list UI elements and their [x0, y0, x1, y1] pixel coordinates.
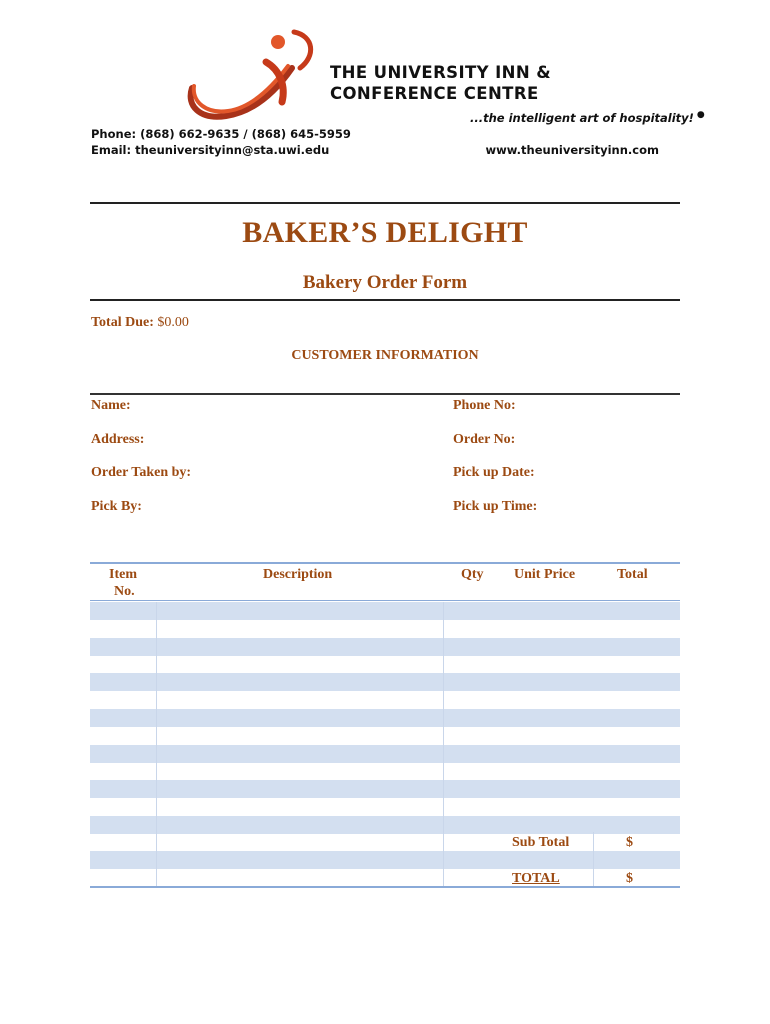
- tagline-dot-icon: ●: [696, 110, 705, 120]
- pick-up-time-field-label[interactable]: Pick up Time:: [453, 499, 538, 514]
- table-column-divider: [443, 602, 444, 886]
- table-row[interactable]: [90, 780, 680, 798]
- tagline: [470, 110, 705, 125]
- pick-up-date-field-label[interactable]: Pick up Date:: [453, 465, 535, 480]
- total-due: [91, 315, 189, 331]
- table-column-divider: [156, 602, 157, 886]
- form-subtitle: Bakery Order Form: [302, 272, 468, 293]
- table-row[interactable]: [90, 638, 680, 656]
- sub-total-value[interactable]: $: [626, 835, 633, 850]
- customer-info-divider: [90, 393, 680, 395]
- total-due-label: Total Due:: [91, 315, 154, 330]
- order-no-field-label[interactable]: Order No:: [453, 432, 516, 447]
- header-divider: [90, 202, 680, 204]
- tagline-text: ...the intelligent art of hospitality!: [470, 110, 694, 125]
- brand-line-1: THE UNIVERSITY INN &: [330, 63, 552, 82]
- title-divider: [90, 299, 680, 301]
- table-top-border: [90, 562, 680, 564]
- form-title: BAKER’S DELIGHT: [242, 216, 528, 249]
- col-item-header: Item: [109, 567, 137, 582]
- total-label: TOTAL: [512, 871, 560, 886]
- address-field-label[interactable]: Address:: [91, 432, 145, 447]
- pick-by-field-label[interactable]: Pick By:: [91, 499, 142, 514]
- name-field-label[interactable]: Name:: [91, 398, 131, 413]
- table-column-divider: [593, 832, 594, 886]
- contact-phone: Phone: (868) 662-9635 / (868) 645-5959: [91, 127, 351, 141]
- table-row[interactable]: [90, 673, 680, 691]
- col-description-header: Description: [263, 567, 333, 582]
- table-header-border: [90, 600, 680, 601]
- col-qty-header: Qty: [461, 567, 484, 582]
- col-unit-price-header: Unit Price: [514, 567, 576, 582]
- table-row[interactable]: [90, 816, 680, 834]
- col-item-no-header: No.: [114, 584, 135, 599]
- contact-website[interactable]: www.theuniversityinn.com: [485, 143, 659, 157]
- col-total-header: Total: [617, 567, 648, 582]
- brand-name: [330, 62, 551, 104]
- table-bottom-border: [90, 886, 680, 888]
- table-row[interactable]: [90, 851, 680, 869]
- contact-email[interactable]: Email: theuniversityinn@sta.uwi.edu: [91, 143, 330, 157]
- customer-info-heading: CUSTOMER INFORMATION: [291, 348, 479, 363]
- total-value[interactable]: $: [626, 871, 633, 886]
- table-row[interactable]: [90, 745, 680, 763]
- phone-field-label[interactable]: Phone No:: [453, 398, 516, 413]
- table-row[interactable]: [90, 709, 680, 727]
- table-row[interactable]: [90, 602, 680, 620]
- order-taken-by-field-label[interactable]: Order Taken by:: [91, 465, 192, 480]
- brand-line-2: CONFERENCE CENTRE: [330, 84, 539, 103]
- sub-total-label: Sub Total: [512, 835, 570, 850]
- total-due-value[interactable]: $0.00: [157, 315, 189, 330]
- university-inn-logo: [182, 28, 332, 128]
